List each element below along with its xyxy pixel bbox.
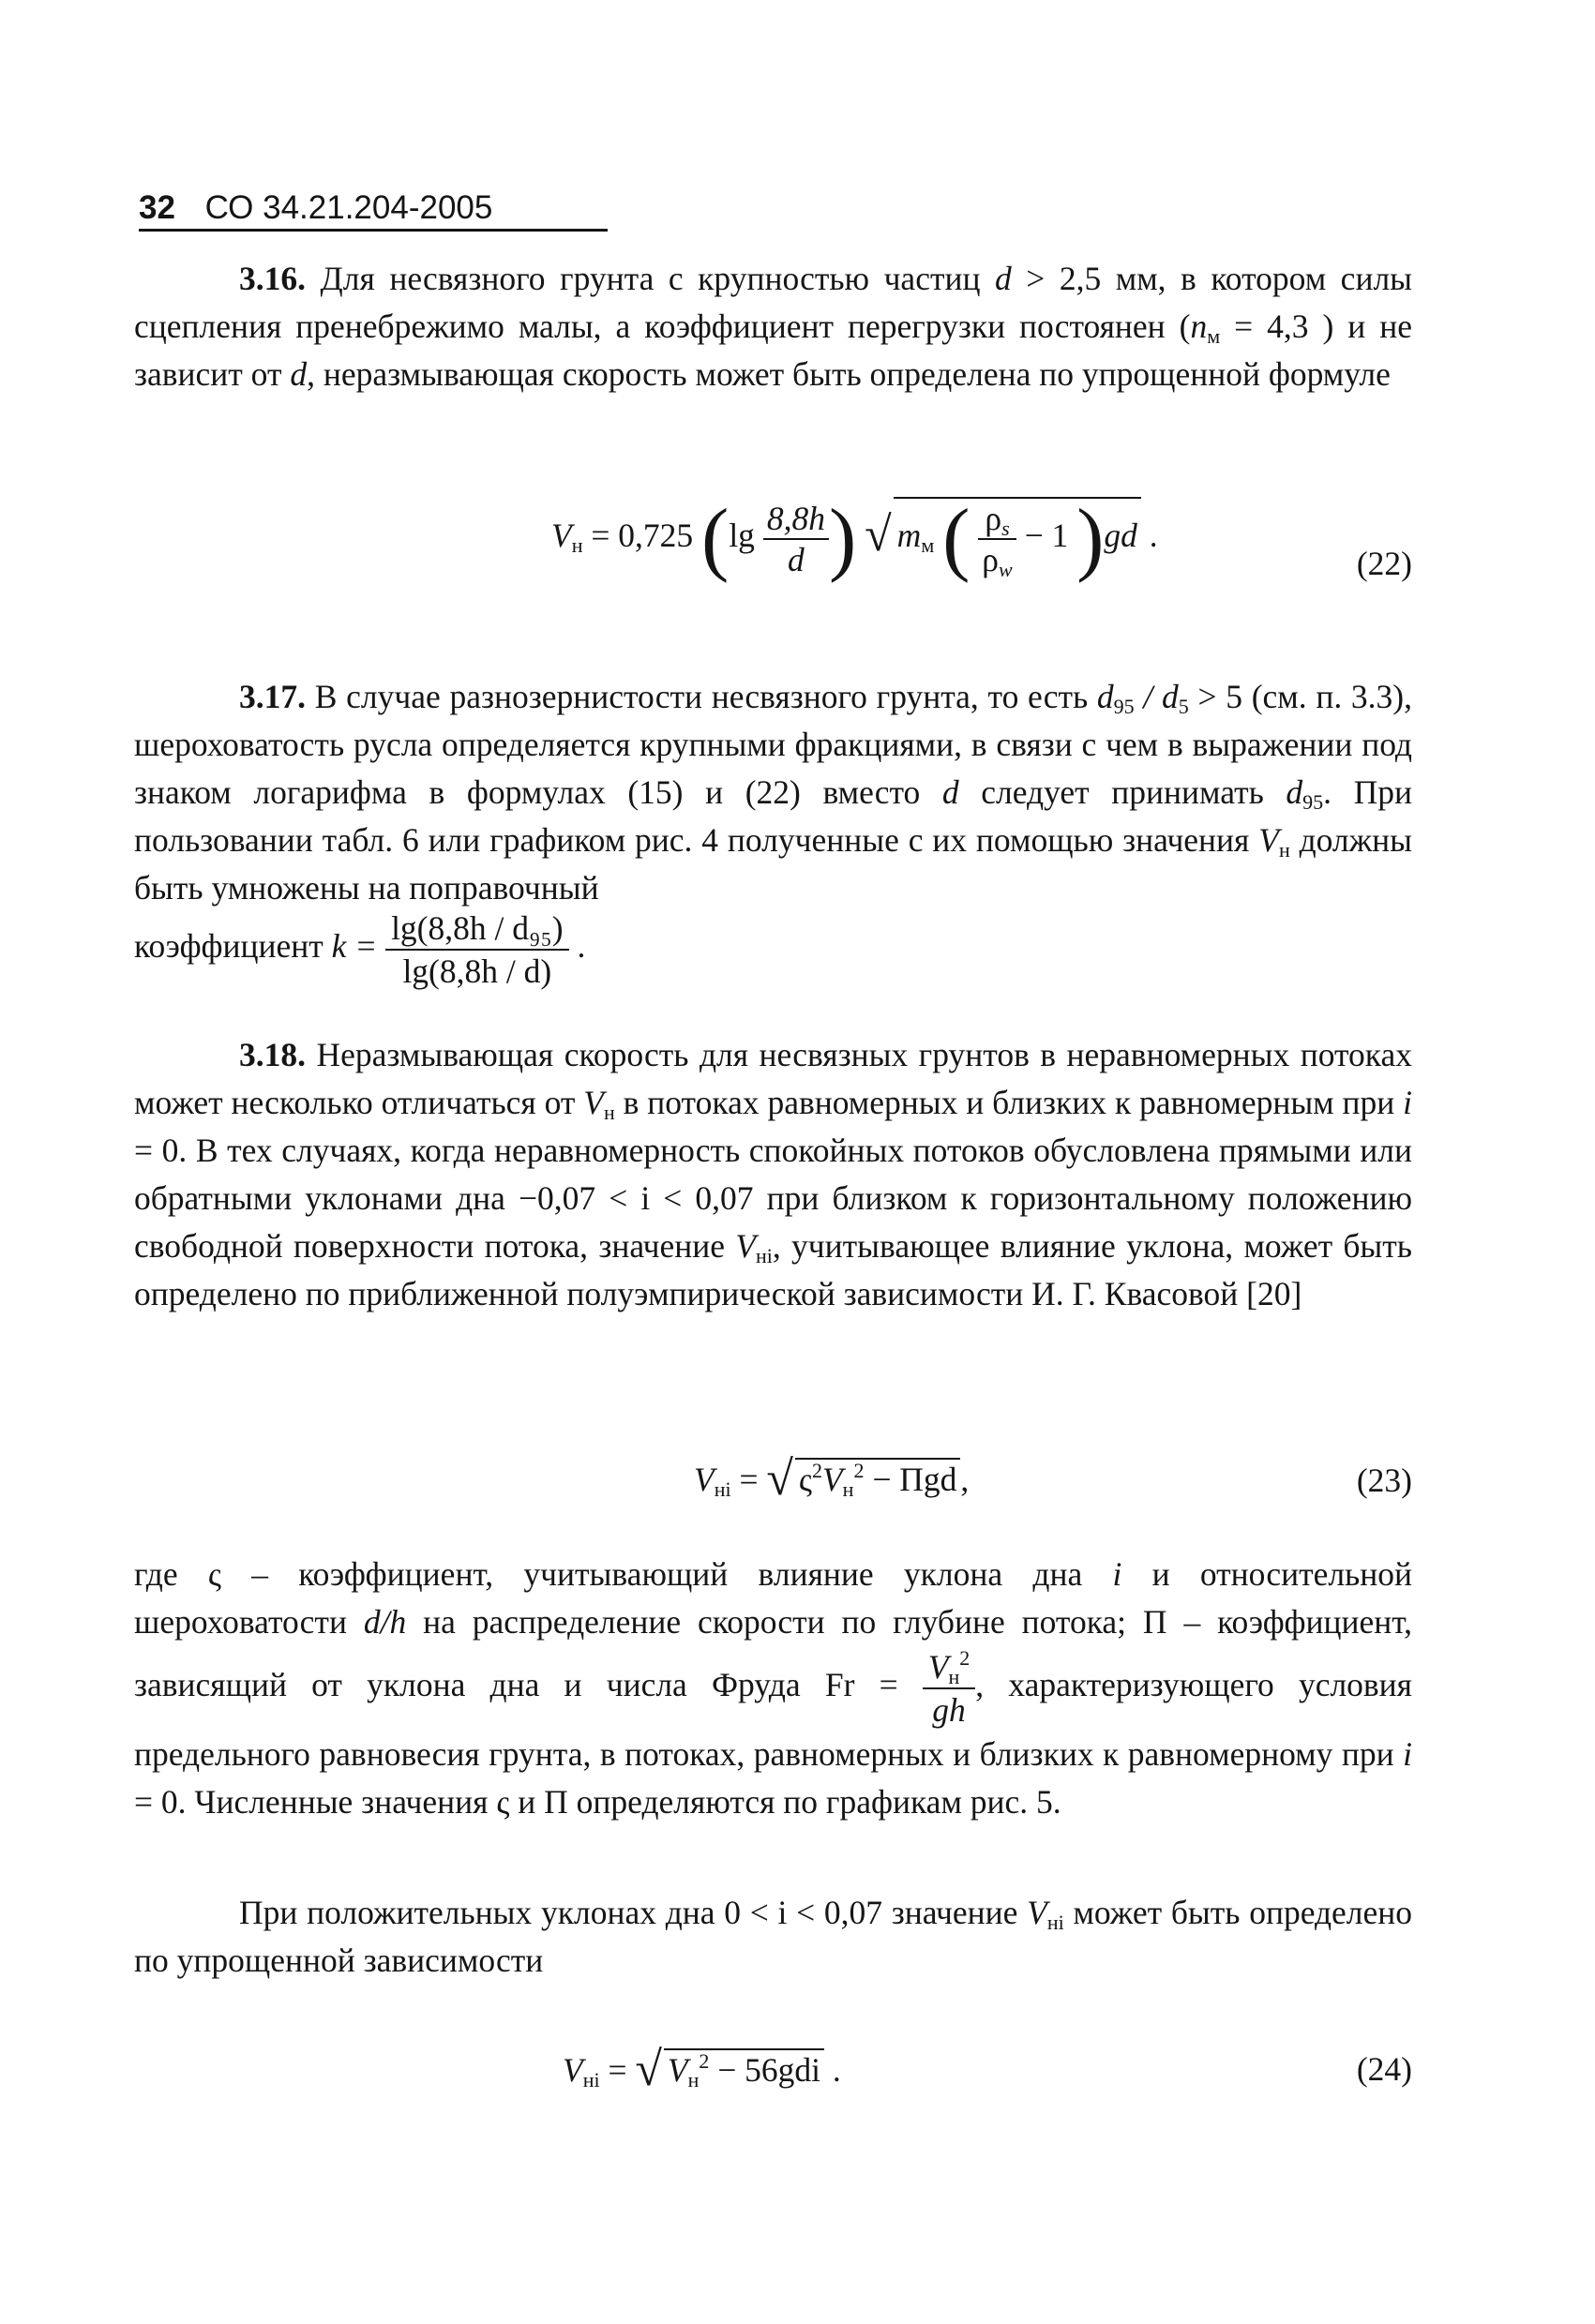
inequality: 0 < i < 0,07 <box>724 1894 882 1931</box>
equation-number-24: (24) <box>1356 2050 1412 2088</box>
symbol: V <box>735 1227 757 1265</box>
fraction <box>978 499 1016 579</box>
exponent: 2 <box>959 1646 971 1670</box>
text: = <box>739 1461 759 1498</box>
symbol: i <box>1112 1555 1122 1593</box>
numerator <box>978 499 1016 540</box>
subscript: н <box>687 2068 700 2092</box>
document-code: СО 34.21.204-2005 <box>204 189 493 226</box>
paragraph-3-18 <box>134 1031 1412 1318</box>
section-number: 3.17. <box>239 678 306 715</box>
text: В случае разнозернистости несвязного грунта, то есть <box>314 678 1089 715</box>
text: . При пользовании табл. 6 или графиком рис. 4 полученные с их помощью значения <box>134 773 1413 859</box>
text: = 0. Численные значения <box>134 1783 489 1821</box>
text: lg <box>729 517 755 555</box>
subscript: нi <box>582 2068 600 2092</box>
page-number: 32 <box>139 189 175 226</box>
text: > 5 <box>1188 678 1242 715</box>
page-header <box>139 187 608 232</box>
subscript: н <box>603 1101 615 1124</box>
symbol: ς <box>798 1461 812 1498</box>
inequality: −0,07 < i < 0,07 <box>519 1179 754 1217</box>
paren: ) <box>1076 493 1105 584</box>
numerator <box>923 1646 975 1689</box>
text: определяются по графикам рис. 5. <box>576 1783 1061 1821</box>
symbol: V <box>821 1461 843 1498</box>
symbol: d <box>941 773 959 811</box>
subscript: н <box>842 1477 854 1501</box>
text: , характеризующего условия предельного равновесия грунта, в потоках, равномерных и близких к равномерному при <box>134 1666 1412 1773</box>
paren: ( <box>942 493 971 584</box>
correction-coefficient <box>134 907 585 992</box>
symbol: gd <box>1104 517 1137 555</box>
text: значение <box>891 1894 1018 1931</box>
fraction <box>923 1646 975 1731</box>
symbol: d <box>290 355 308 393</box>
text: должны быть умножены на поправочный <box>134 821 1413 907</box>
section-number: 3.18. <box>239 1036 306 1073</box>
equation-22 <box>551 493 1158 584</box>
symbol: d <box>1096 678 1114 715</box>
text: Для несвязного грунта с крупностью частиц <box>320 260 981 297</box>
subscript: н <box>948 1665 960 1688</box>
equation-number-22: (22) <box>1356 545 1412 582</box>
text: . <box>1149 517 1158 555</box>
text: может быть определено по упрощенной зависимости <box>134 1894 1413 1979</box>
text: = 0,725 <box>591 517 694 555</box>
text: в потоках равномерных и близких к равномерным при <box>623 1084 1395 1121</box>
text: Неразмывающая скорость для несвязных грунтов в неравномерных потоках может несколько отличаться от <box>134 1036 1412 1121</box>
subscript: м <box>921 533 935 558</box>
text: и <box>518 1783 536 1821</box>
subscript: нi <box>756 1244 773 1267</box>
subscript: 95 <box>1113 695 1135 718</box>
radicand <box>894 493 1141 584</box>
symbol: d <box>1286 773 1303 811</box>
equation-number-23: (23) <box>1356 1462 1412 1499</box>
text: и относительной шероховатости <box>134 1555 1412 1641</box>
symbol: V <box>694 1461 715 1498</box>
symbol: V <box>927 1648 949 1686</box>
subscript: нi <box>1046 1911 1064 1934</box>
radicand <box>795 1458 960 1499</box>
text: − 56gdi <box>709 2051 821 2089</box>
text: коэффициент <box>134 927 324 966</box>
symbol: V <box>1027 1894 1047 1931</box>
symbol: m <box>896 517 922 555</box>
equation-23 <box>694 1451 969 1507</box>
text: = <box>608 2051 627 2089</box>
text: на распределение скорости по глубине потока; П – коэффициент, зависящий от уклона дна и числа Фруда <box>134 1603 1413 1704</box>
subscript: н <box>1278 838 1290 862</box>
text: . <box>577 927 586 966</box>
symbol: П <box>544 1783 568 1821</box>
text: = 0. В тех случаях, когда неравномерность спокойных потоков обусловлена прямыми или обратными уклонами дна <box>134 1132 1412 1217</box>
numerator: 8,8h <box>763 499 829 540</box>
radicand <box>664 2048 824 2090</box>
subscript: 95 <box>1302 790 1324 814</box>
paragraph-where <box>134 1551 1412 1826</box>
text: . <box>832 2051 841 2089</box>
paren: ) <box>828 493 857 584</box>
section-number: 3.16. <box>239 260 306 297</box>
paragraph-positive-slopes <box>134 1889 1412 1985</box>
symbol: ς <box>496 1783 510 1821</box>
denominator: lg(8,8h / d) <box>402 952 552 990</box>
subscript: s <box>1001 517 1010 540</box>
symbol: ς <box>207 1555 221 1593</box>
symbol: i <box>1403 1084 1413 1121</box>
paren: ( <box>701 493 730 584</box>
root-sign: √ <box>865 508 892 562</box>
paragraph-3-16 <box>134 255 1412 398</box>
symbol: d <box>995 260 1012 297</box>
equation-24 <box>563 2042 841 2097</box>
text: Fr = <box>824 1666 898 1704</box>
text: , учитывающее влияние уклона, может быть определено по приближенной полуэмпирической зависимости И. Г. Квасовой [20] <box>134 1227 1412 1312</box>
fraction <box>385 907 569 992</box>
denominator: d <box>788 541 805 578</box>
text: = 4,3 ) и не зависит от <box>134 307 1412 393</box>
denominator: gh <box>932 1691 966 1729</box>
exponent: 2 <box>699 2049 710 2073</box>
symbol: V <box>583 1084 604 1121</box>
subscript: нi <box>714 1477 731 1501</box>
fraction <box>763 499 829 579</box>
root-sign: √ <box>766 1452 793 1506</box>
text: При положительных уклонах дна <box>239 1894 715 1931</box>
symbol: i <box>1403 1735 1413 1773</box>
denominator <box>978 540 1016 579</box>
root-sign: √ <box>635 2043 662 2096</box>
symbol: V <box>1258 821 1279 859</box>
symbol: V <box>667 2051 688 2089</box>
text: (см. п. 3.3), шероховатость русла определяется крупными фракциями, в связи с чем в выражении под знаком логарифма в формулах (15) и (22) вместо <box>134 678 1413 811</box>
exponent: 2 <box>811 1459 822 1482</box>
text: − 1 <box>1024 517 1069 555</box>
text: , неразмывающая скорость может быть определена по упрощенной формуле <box>307 355 1391 393</box>
paragraph-3-17 <box>134 673 1412 912</box>
text: где <box>134 1555 178 1593</box>
symbol: V <box>551 517 572 555</box>
symbol: ρ <box>985 500 1002 537</box>
symbol: V <box>563 2051 583 2089</box>
symbol: d/h <box>363 1603 407 1641</box>
text: , <box>960 1461 970 1498</box>
symbol: k = <box>331 927 378 966</box>
text: > 2,5 мм, в котором силы сцепления пренебрежимо малы, а коэффициент перегрузки постоянен ( <box>134 260 1413 345</box>
exponent: 2 <box>853 1459 865 1482</box>
text: – коэффициент, учитывающий влияние уклона дна <box>251 1555 1083 1593</box>
symbol: ρ <box>982 541 1000 578</box>
symbol: / d <box>1134 678 1179 715</box>
subscript: н <box>571 533 583 558</box>
subscript: м <box>1207 324 1221 348</box>
subscript: w <box>999 558 1013 581</box>
numerator: lg(8,8h / d₉₅) <box>385 907 569 951</box>
text: − Пgd <box>864 1461 957 1498</box>
text: при близком к горизонтальному положению свободной поверхности потока, значение <box>134 1179 1413 1265</box>
subscript: 5 <box>1178 695 1189 718</box>
symbol: n <box>1190 307 1208 345</box>
text: следует принимать <box>981 773 1264 811</box>
